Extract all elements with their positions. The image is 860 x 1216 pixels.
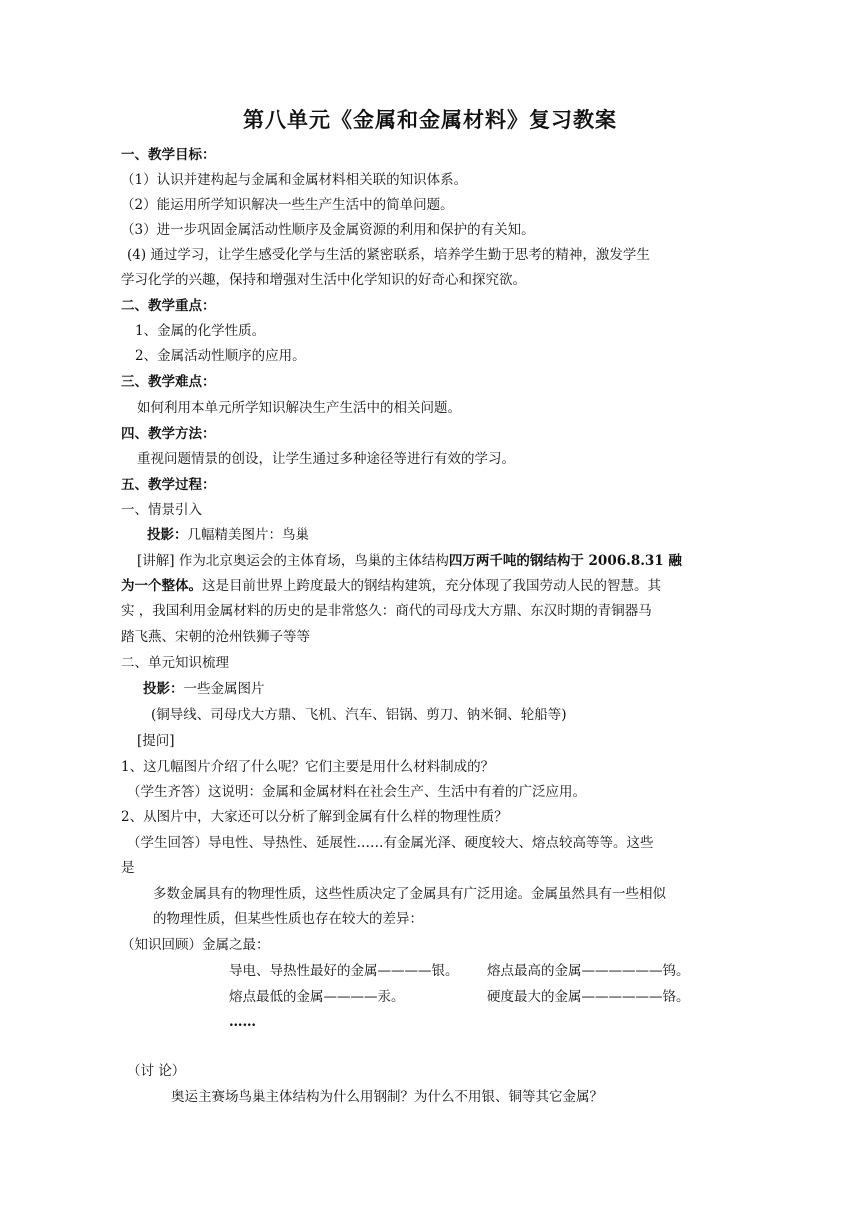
goal-item-2: （2）能运用所学知识解决一些生产生活中的简单问题。 bbox=[121, 197, 454, 213]
lecture-line-2 bbox=[121, 576, 661, 596]
metal-record-hardest: 硬度最大的金属——————铬。 bbox=[487, 989, 690, 1005]
question-2: 2、从图片中，大家还可以分析了解到金属有什么样的物理性质？ bbox=[121, 809, 508, 825]
metal-record-conductivity: 导电、导热性最好的金属————银。 bbox=[229, 963, 459, 979]
discussion-heading: （讨 论） bbox=[127, 1063, 186, 1079]
lecture-text-2b: 这是目前世界上跨度最大的钢结构建筑，充分体现了我国劳动人民的智慧。其 bbox=[202, 578, 661, 594]
lecture-text-1a: 作为北京奥运会的主体育场，鸟巢的主体结构 bbox=[174, 553, 449, 569]
key-point-2: 2、金属活动性顺序的应用。 bbox=[135, 348, 306, 364]
lecture-line-1 bbox=[137, 551, 682, 571]
goal-item-1: （1）认识并建构起与金属和金属材料相关联的知识体系。 bbox=[121, 172, 468, 188]
lecture-line-4: 踏飞燕、宋朝的沧州铁狮子等等 bbox=[121, 629, 310, 645]
projection-label: 投影： bbox=[147, 527, 188, 543]
step-heading-intro: 一、情景引入 bbox=[121, 502, 202, 518]
difficulty-item: 如何利用本单元所学知识解决生产生活中的相关问题。 bbox=[137, 400, 461, 416]
projection-line-1 bbox=[147, 525, 309, 545]
projection-line-2 bbox=[143, 679, 265, 699]
lecture-tag: [讲解] bbox=[137, 553, 175, 569]
metal-images-list: (铜导线、司母戊大方鼎、飞机、汽车、铝锅、剪刀、钠米铜、轮船等) bbox=[151, 707, 567, 723]
answer-2-line-4: 的物理性质，但某些性质也存在较大的差异： bbox=[153, 911, 423, 927]
lecture-text-2a: 为一个整体。 bbox=[121, 578, 202, 594]
metal-record-highest-melting: 熔点最高的金属——————钨。 bbox=[487, 963, 690, 979]
answer-1: （学生齐答）这说明：金属和金属材料在社会生产、生活中有着的广泛应用。 bbox=[127, 784, 586, 800]
projection-label-2: 投影： bbox=[143, 681, 184, 697]
section-heading-process: 五、教学过程： bbox=[121, 477, 216, 493]
projection-text-2: 一些金属图片 bbox=[183, 681, 265, 697]
question-tag: [提问] bbox=[137, 733, 175, 749]
lecture-line-3: 实 ，我国利用金属材料的历史的是非常悠久：商代的司母戊大方鼎、东汉时期的青铜器马 bbox=[121, 603, 652, 619]
goal-item-4-line-2: 学习化学的兴趣，保持和增强对生活中化学知识的好奇心和探究欲。 bbox=[121, 272, 526, 288]
metal-record-lowest-melting: 熔点最低的金属————汞。 bbox=[229, 989, 405, 1005]
goal-item-3: （3）进一步巩固金属活动性顺序及金属资源的利用和保护的有关知。 bbox=[121, 222, 535, 238]
answer-2-line-3: 多数金属具有的物理性质，这些性质决定了金属具有广泛用途。金属虽然具有一些相似 bbox=[153, 886, 666, 902]
section-heading-goals: 一、教学目标： bbox=[121, 147, 216, 163]
projection-text: 几幅精美图片：鸟巢 bbox=[187, 527, 309, 543]
lecture-text-1b: 四万两千吨的钢结构于 2006.8.31 融 bbox=[448, 553, 682, 569]
key-point-1: 1、金属的化学性质。 bbox=[135, 323, 266, 339]
metal-record-ellipsis: …… bbox=[229, 1014, 256, 1030]
section-heading-methods: 四、教学方法： bbox=[121, 426, 216, 442]
step-heading-review: 二、单元知识梳理 bbox=[121, 655, 229, 671]
section-heading-difficulties: 三、教学难点： bbox=[121, 374, 216, 390]
section-heading-key-points: 二、教学重点： bbox=[121, 298, 216, 314]
document-title: 第八单元《金属和金属材料》复习教案 bbox=[243, 107, 617, 132]
goal-item-4-line-1: (4) 通过学习，让学生感受化学与生活的紧密联系，培养学生勤于思考的精神，激发学生 bbox=[127, 247, 650, 263]
method-item: 重视问题情景的创设，让学生通过多种途径等进行有效的学习。 bbox=[137, 451, 515, 467]
question-1: 1、这几幅图片介绍了什么呢？它们主要是用什么材料制成的？ bbox=[121, 759, 495, 775]
knowledge-review-heading: （知识回顾）金属之最： bbox=[121, 937, 270, 953]
answer-2-line-2: 是 bbox=[121, 860, 135, 876]
discussion-question: 奥运主赛场鸟巢主体结构为什么用钢制？为什么不用银、铜等其它金属？ bbox=[171, 1089, 603, 1105]
answer-2-line-1: （学生回答）导电性、导热性、延展性……有金属光泽、硬度较大、熔点较高等等。这些 bbox=[127, 835, 654, 851]
